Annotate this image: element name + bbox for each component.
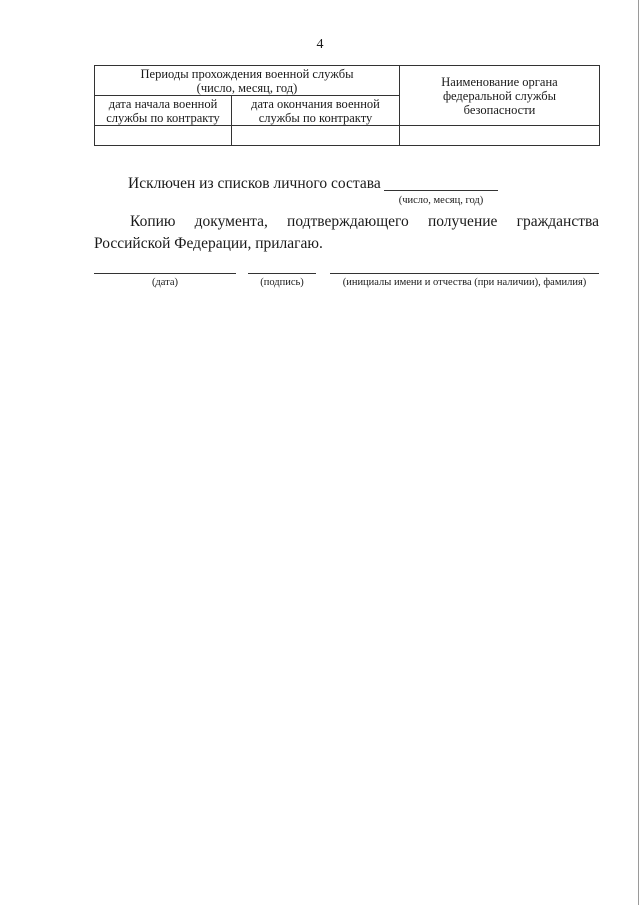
excluded-text: Исключен из списков личного состава: [128, 175, 381, 192]
paragraph-word: подтверждающего: [287, 213, 409, 230]
paragraph-word: получение: [427, 213, 498, 230]
start-date-cell[interactable]: [95, 126, 232, 146]
org-cell[interactable]: [400, 126, 600, 146]
page-number: 4: [316, 37, 324, 52]
paragraph-word: Копию: [130, 213, 176, 230]
service-periods-table: [94, 65, 600, 146]
org-header: Наименование органа федеральной службы безопасности: [400, 66, 600, 126]
excluded-date-caption: (число, месяц, год): [398, 195, 484, 206]
paragraph-line-1: [94, 211, 599, 233]
excluded-date-blank[interactable]: [384, 190, 498, 191]
signature-caption: (подпись): [260, 277, 304, 288]
paragraph-word: гражданства: [516, 213, 599, 230]
periods-header: Периоды прохождения военной службы: [140, 66, 354, 81]
signature-blank[interactable]: [248, 273, 316, 274]
periods-header-cell: [95, 66, 400, 96]
date-blank[interactable]: [94, 273, 236, 274]
start-date-header: дата начала военной службы по контракту: [95, 96, 232, 126]
full-name-blank[interactable]: [330, 273, 599, 274]
end-date-header: дата окончания военной службы по контракту: [232, 96, 400, 126]
end-date-cell[interactable]: [232, 126, 400, 146]
paragraph-word: документа,: [194, 213, 268, 230]
full-name-caption: (инициалы имени и отчества (при наличии), фамилия): [342, 277, 587, 288]
date-caption: (дата): [151, 277, 179, 288]
attachment-paragraph: [94, 211, 599, 255]
paragraph-line-2: Российской Федерации, прилагаю.: [94, 235, 323, 252]
periods-header-note: (число, месяц, год): [196, 80, 298, 95]
table-row: [95, 126, 600, 146]
